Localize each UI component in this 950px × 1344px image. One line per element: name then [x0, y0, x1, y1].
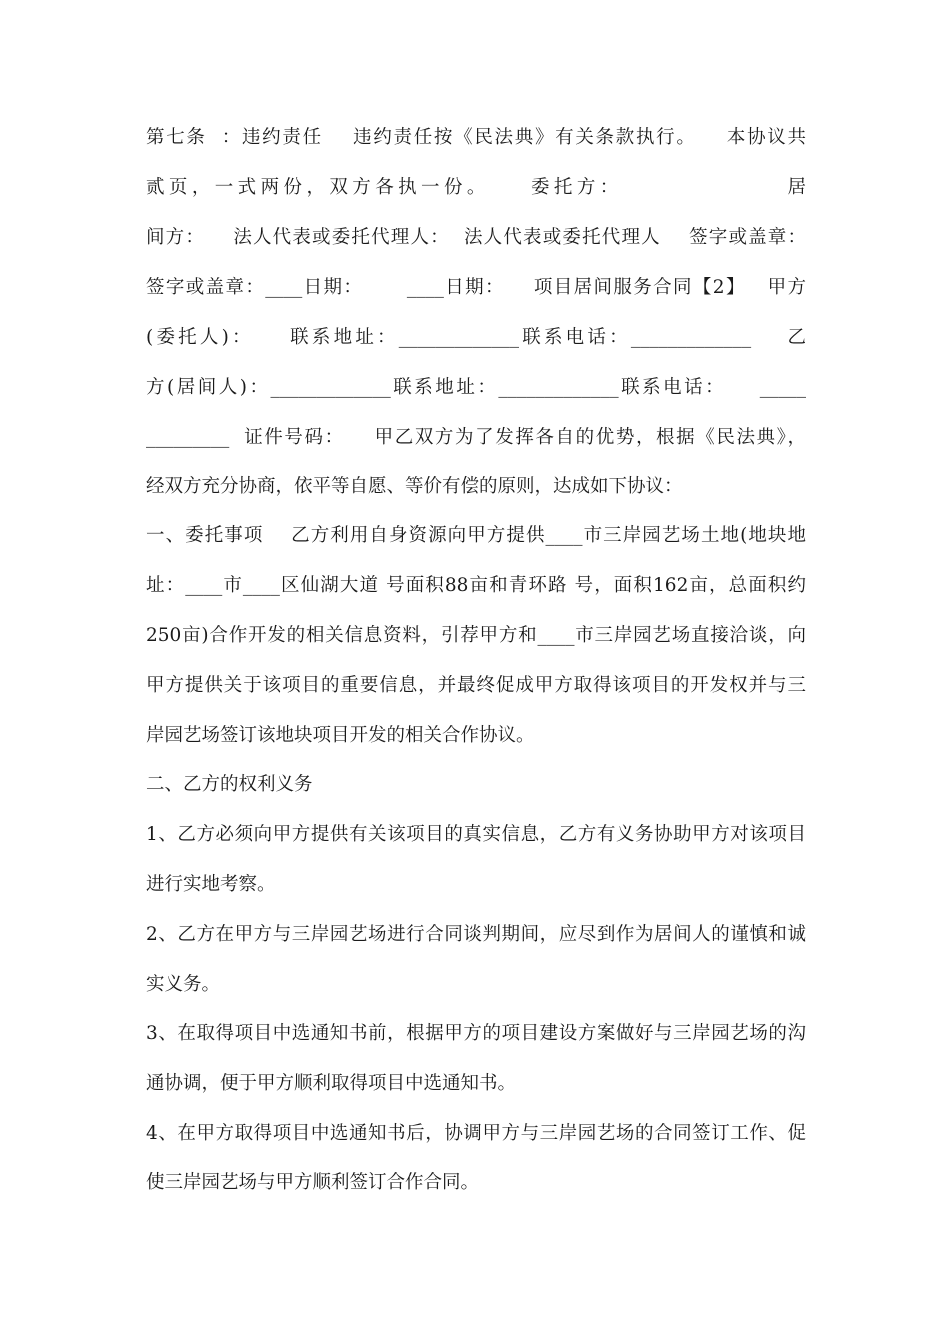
text-line: 甲方提供关于该项目的重要信息，并最终促成甲方取得该项目的开发权并与三 [146, 675, 806, 696]
text-line: 2、乙方在甲方与三岸园艺场进行合同谈判期间，应尽到作为居间人的谨慎和诚 [146, 924, 806, 945]
text-line: 签字或盖章：____日期： ____日期： 项目居间服务合同【2】 甲方 [146, 277, 806, 298]
text-line: 4、在甲方取得项目中选通知书后，协调甲方与三岸园艺场的合同签订工作、促 [146, 1123, 806, 1144]
text-line: 3、在取得项目中选通知书前，根据甲方的项目建设方案做好与三岸园艺场的沟 [146, 1023, 806, 1044]
text-line: 一、委托事项 乙方利用自身资源向甲方提供____市三岸园艺场土地(地块地 [146, 525, 806, 546]
text-line: 进行实地考察。 [146, 874, 276, 895]
text-line: 250亩)合作开发的相关信息资料，引荐甲方和____市三岸园艺场直接洽谈，向 [146, 625, 806, 646]
text-line: 址：____市____区仙湖大道 号面积88亩和青环路 号，面积162亩，总面积约 [146, 575, 806, 596]
section-heading: 二、乙方的权利义务 [146, 774, 313, 795]
text-line: 经双方充分协商，依平等自愿、等价有偿的原则，达成如下协议： [146, 476, 683, 497]
text-line: 间方： 法人代表或委托代理人： 法人代表或委托代理人 签字或盖章： [146, 227, 806, 248]
text-line: 实义务。 [146, 974, 221, 995]
text-line: (委托人)： 联系地址：_____________联系电话：_____________ 乙 [146, 327, 806, 348]
text-line: 第七条 ：违约责任 违约责任按《民法典》有关条款执行。 本协议共 [146, 127, 806, 148]
text-line: 贰页，一式两份，双方各执一份。 委托方： 居 [146, 177, 806, 198]
text-line: 通协调，便于甲方顺利取得项目中选通知书。 [146, 1073, 517, 1094]
text-line: 岸园艺场签订该地块项目开发的相关合作协议。 [146, 725, 535, 746]
text-line: _________ 证件号码： 甲乙双方为了发挥各自的优势，根据《民法典》， [146, 427, 806, 448]
text-line: 方(居间人)：_____________联系地址：_____________联系电话： _____ [146, 377, 806, 398]
text-line: 使三岸园艺场与甲方顺利签订合作合同。 [146, 1172, 480, 1193]
text-line: 1、乙方必须向甲方提供有关该项目的真实信息，乙方有义务协助甲方对该项目 [146, 824, 806, 845]
